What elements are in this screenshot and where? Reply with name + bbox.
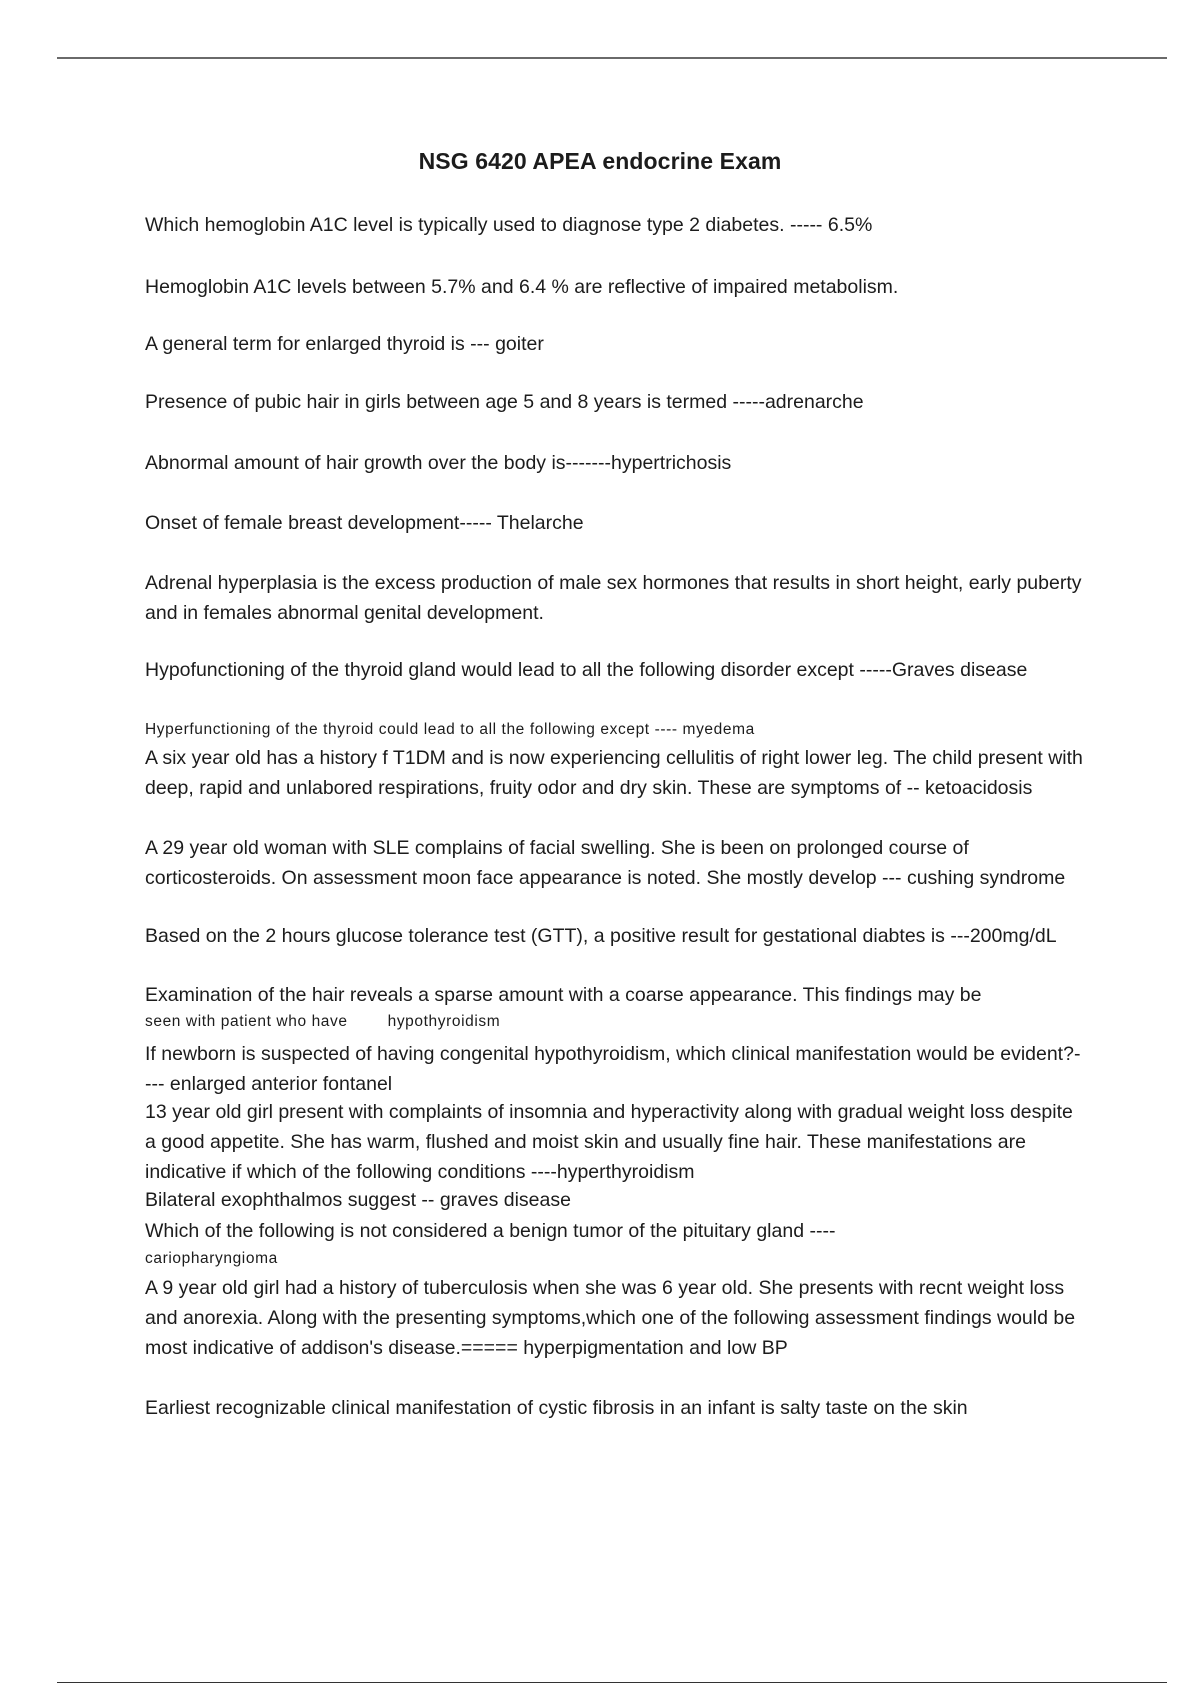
text-line <box>145 1010 1085 1034</box>
text-line: Examination of the hair reveals a sparse amount with a coarse appearance. This findings may be <box>145 984 982 1006</box>
text-line: Adrenal hyperplasia is the excess production of male sex hormones that results in short height, early puberty and in females abnormal genital development. <box>145 572 1082 624</box>
text-line: 13 year old girl present with complaints of insomnia and hyperactivity along with gradual weight loss despite a good appetite. She has warm, flushed and moist skin and usually fine hair. These manifestations are indicative if which of the following conditions ----hyperthyroidism <box>145 1101 1073 1183</box>
top-divider <box>57 57 1167 59</box>
text-line: Earliest recognizable clinical manifestation of cystic fibrosis in an infant is salty taste on the skin <box>145 1397 968 1419</box>
text-line: Which of the following is not considered a benign tumor of the pituitary gland ---- <box>145 1220 836 1242</box>
text-line: Presence of pubic hair in girls between age 5 and 8 years is termed -----adrenarche <box>145 391 864 413</box>
text-line: Hypofunctioning of the thyroid gland would lead to all the following disorder except -----Graves disease <box>145 659 1028 681</box>
text-line: A six year old has a history f T1DM and is now experiencing cellulitis of right lower leg. The child present with deep, rapid and unlabored respirations, fruity odor and dry skin. These are symptoms of -- ketoacidosis <box>145 747 1083 799</box>
text-line: Abnormal amount of hair growth over the body is-------hypertrichosis <box>145 452 732 474</box>
text-line: If newborn is suspected of having congenital hypothyroidism, which clinical manifestation would be evident?---- enlarged anterior fontanel <box>145 1043 1081 1095</box>
text-line: Onset of female breast development----- Thelarche <box>145 512 584 534</box>
text-fragment: seen with patient who have <box>145 1013 348 1030</box>
text-line: Which hemoglobin A1C level is typically used to diagnose type 2 diabetes. ----- 6.5% <box>145 214 873 236</box>
text-line: A 29 year old woman with SLE complains of facial swelling. She is been on prolonged course of corticosteroids. On assessment moon face appearance is noted. She mostly develop --- cushing syndrome <box>145 837 1066 889</box>
text-line: Hyperfunctioning of the thyroid could lead to all the following except ---- myedema <box>145 721 755 738</box>
page-title: NSG 6420 APEA endocrine Exam <box>418 148 782 174</box>
text-line: A general term for enlarged thyroid is --- goiter <box>145 333 544 355</box>
text-line: Hemoglobin A1C levels between 5.7% and 6.4 % are reflective of impaired metabolism. <box>145 276 899 298</box>
text-line: Based on the 2 hours glucose tolerance test (GTT), a positive result for gestational diabtes is ---200mg/dL <box>145 925 1057 947</box>
bottom-divider <box>57 1682 1167 1683</box>
text-line: Bilateral exophthalmos suggest -- graves disease <box>145 1189 571 1211</box>
text-fragment: hypothyroidism <box>387 1013 501 1030</box>
text-line: A 9 year old girl had a history of tuberculosis when she was 6 year old. She presents with recnt weight loss and anorexia. Along with the presenting symptoms,which one of the following assessment findings would be most indicative of addison's disease.===== hyperpigmentation and low BP <box>145 1277 1076 1359</box>
text-line: cariopharyngioma <box>145 1250 278 1267</box>
